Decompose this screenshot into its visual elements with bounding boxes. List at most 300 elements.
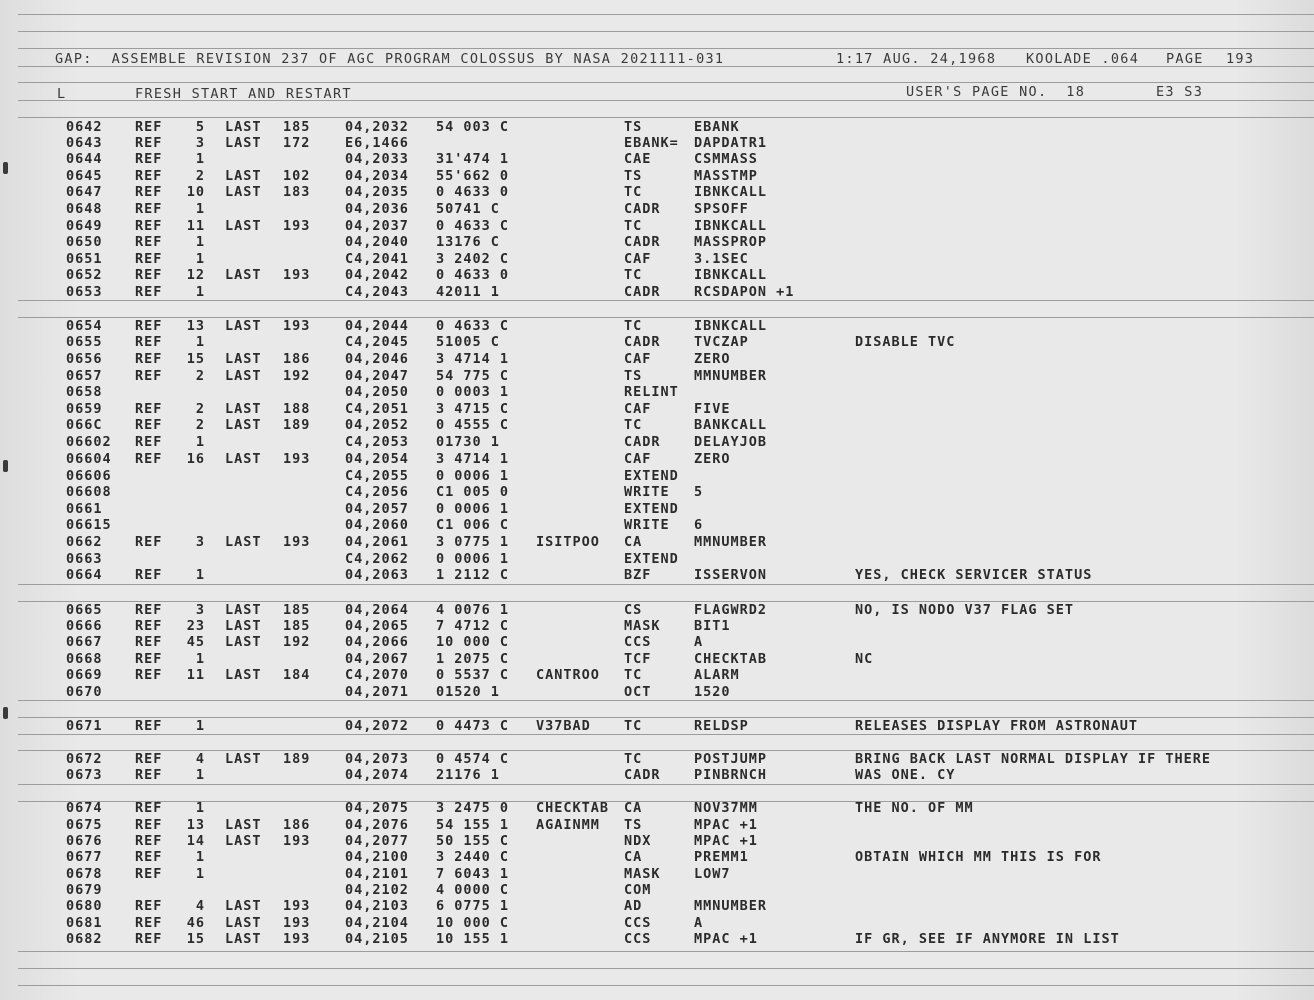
ruled-line (18, 31, 1314, 32)
listing-row (0, 667, 1314, 683)
opcode: EXTEND (624, 501, 679, 517)
octal-word: 0 4574 C (436, 751, 510, 767)
address: 04,2033 (345, 151, 409, 167)
last-page: 188 (283, 401, 311, 417)
last-marker: LAST (225, 119, 262, 135)
last-page: 186 (283, 351, 311, 367)
opcode: CAF (624, 251, 652, 267)
last-marker: LAST (225, 218, 262, 234)
octal-word: 0 4633 0 (436, 267, 510, 283)
octal-word: 0 0006 1 (436, 501, 510, 517)
ruled-line (18, 82, 1314, 83)
opcode: EBANK= (624, 135, 679, 151)
last-page: 193 (283, 218, 311, 234)
operand: DELAYJOB (694, 434, 768, 450)
octal-word: 50 155 C (436, 833, 510, 849)
operand: BANKCALL (694, 417, 768, 433)
octal-word: 10 155 1 (436, 931, 510, 947)
octal-word: 4 0000 C (436, 882, 510, 898)
ref-count: 15 (186, 931, 205, 947)
listing-row (0, 866, 1314, 882)
ruled-line (18, 300, 1314, 301)
octal-word: 0 4633 C (436, 318, 510, 334)
octal-word: 0 4555 C (436, 417, 510, 433)
operand: SPSOFF (694, 201, 749, 217)
listing-row (0, 751, 1314, 767)
address: 04,2052 (345, 417, 409, 433)
address: 04,2064 (345, 602, 409, 618)
opcode: CAF (624, 451, 652, 467)
octal-word: 13176 C (436, 234, 500, 250)
ref-marker: REF (135, 351, 163, 367)
ref-marker: REF (135, 567, 163, 583)
last-marker: LAST (225, 751, 262, 767)
octal-word: 01730 1 (436, 434, 500, 450)
opcode: EXTEND (624, 551, 679, 567)
address: 04,2073 (345, 751, 409, 767)
opcode: CA (624, 534, 643, 550)
listing-row (0, 234, 1314, 250)
listing-row (0, 882, 1314, 898)
address: C4,2062 (345, 551, 409, 567)
line-number: 0647 (66, 184, 103, 200)
listing-row (0, 417, 1314, 433)
ref-marker: REF (135, 318, 163, 334)
listing-row (0, 551, 1314, 567)
last-marker: LAST (225, 634, 262, 650)
opcode: TC (624, 667, 643, 683)
last-page: 186 (283, 817, 311, 833)
line-number: 0643 (66, 135, 103, 151)
ref-count: 1 (195, 849, 205, 865)
octal-word: 3 0775 1 (436, 534, 510, 550)
last-page: 185 (283, 119, 311, 135)
ref-count: 1 (195, 201, 205, 217)
symbol-label: CHECKTAB (536, 800, 610, 816)
operand: IBNKCALL (694, 218, 768, 234)
opcode: RELINT (624, 384, 679, 400)
opcode: CADR (624, 434, 661, 450)
line-number: 0657 (66, 368, 103, 384)
listing-row (0, 119, 1314, 135)
ref-count: 3 (195, 135, 205, 151)
line-number: 0661 (66, 501, 103, 517)
line-number: 06604 (66, 451, 112, 467)
ref-marker: REF (135, 184, 163, 200)
operand: POSTJUMP (694, 751, 768, 767)
last-marker: LAST (225, 451, 262, 467)
comment: YES, CHECK SERVICER STATUS (855, 567, 1093, 583)
address: 04,2101 (345, 866, 409, 882)
ref-count: 1 (195, 800, 205, 816)
octal-word: 01520 1 (436, 684, 500, 700)
opcode: TC (624, 718, 643, 734)
listing-title: GAP: ASSEMBLE REVISION 237 OF AGC PROGRAM COLOSSUS BY NASA 2021111-031 (55, 51, 725, 67)
address: 04,2040 (345, 234, 409, 250)
ref-marker: REF (135, 667, 163, 683)
opcode: TC (624, 318, 643, 334)
line-number: 0675 (66, 817, 103, 833)
ref-count: 2 (195, 368, 205, 384)
ref-count: 1 (195, 718, 205, 734)
address: 04,2047 (345, 368, 409, 384)
line-number: 0665 (66, 602, 103, 618)
comment: NC (855, 651, 874, 667)
bank-indicator: E3 S3 (1156, 84, 1204, 100)
address: 04,2100 (345, 849, 409, 865)
ref-marker: REF (135, 434, 163, 450)
ruled-line (18, 48, 1314, 49)
line-number: 0655 (66, 334, 103, 350)
last-page: 193 (283, 898, 311, 914)
operand: RELDSP (694, 718, 749, 734)
address: 04,2050 (345, 384, 409, 400)
line-number: 0669 (66, 667, 103, 683)
operand: IBNKCALL (694, 267, 768, 283)
octal-word: 3 4715 C (436, 401, 510, 417)
ref-count: 13 (186, 817, 205, 833)
listing-row (0, 351, 1314, 367)
last-page: 193 (283, 267, 311, 283)
ref-marker: REF (135, 618, 163, 634)
address: 04,2057 (345, 501, 409, 517)
assembly-timestamp: 1:17 AUG. 24,1968 (836, 51, 997, 67)
last-page: 193 (283, 451, 311, 467)
address: 04,2060 (345, 517, 409, 533)
opcode: CAE (624, 151, 652, 167)
ruled-line (18, 784, 1314, 785)
log-section-title: FRESH START AND RESTART (135, 86, 352, 102)
symbol-label: CANTROO (536, 667, 600, 683)
line-number: 0678 (66, 866, 103, 882)
listing-row (0, 468, 1314, 484)
operand: MMNUMBER (694, 368, 768, 384)
address: 04,2074 (345, 767, 409, 783)
ref-marker: REF (135, 767, 163, 783)
operand: MMNUMBER (694, 898, 768, 914)
line-number: 0662 (66, 534, 103, 550)
octal-word: 3 4714 1 (436, 451, 510, 467)
symbol-label: AGAINMM (536, 817, 600, 833)
ref-count: 2 (195, 401, 205, 417)
address: 04,2072 (345, 718, 409, 734)
ruled-line (18, 117, 1314, 118)
koolade-version: KOOLADE .064 (1026, 51, 1140, 67)
last-page: 192 (283, 368, 311, 384)
opcode: TC (624, 184, 643, 200)
line-number: 0672 (66, 751, 103, 767)
opcode: COM (624, 882, 652, 898)
line-number: 0653 (66, 284, 103, 300)
line-number: 0680 (66, 898, 103, 914)
operand: MMNUMBER (694, 534, 768, 550)
operand: CHECKTAB (694, 651, 768, 667)
ref-marker: REF (135, 866, 163, 882)
ref-marker: REF (135, 849, 163, 865)
octal-word: 50741 C (436, 201, 500, 217)
ref-marker: REF (135, 251, 163, 267)
comment: WAS ONE. CY (855, 767, 956, 783)
ref-marker: REF (135, 135, 163, 151)
address: 04,2102 (345, 882, 409, 898)
octal-word: C1 006 C (436, 517, 510, 533)
listing-row (0, 567, 1314, 583)
ref-marker: REF (135, 931, 163, 947)
address: 04,2105 (345, 931, 409, 947)
operand: PINBRNCH (694, 767, 768, 783)
ref-marker: REF (135, 602, 163, 618)
last-marker: LAST (225, 898, 262, 914)
last-marker: LAST (225, 417, 262, 433)
line-number: 0676 (66, 833, 103, 849)
line-number: 0650 (66, 234, 103, 250)
ref-count: 1 (195, 251, 205, 267)
ref-count: 5 (195, 119, 205, 135)
ref-marker: REF (135, 451, 163, 467)
ref-count: 11 (186, 667, 205, 683)
opcode: MASK (624, 866, 661, 882)
ref-count: 11 (186, 218, 205, 234)
opcode: WRITE (624, 484, 670, 500)
last-marker: LAST (225, 267, 262, 283)
address: 04,2071 (345, 684, 409, 700)
line-number: 06602 (66, 434, 112, 450)
listing-row (0, 451, 1314, 467)
opcode: NDX (624, 833, 652, 849)
opcode: CADR (624, 334, 661, 350)
listing-row (0, 135, 1314, 151)
listing-row (0, 218, 1314, 234)
last-marker: LAST (225, 184, 262, 200)
last-marker: LAST (225, 401, 262, 417)
ref-marker: REF (135, 817, 163, 833)
opcode: CCS (624, 931, 652, 947)
last-page: 192 (283, 634, 311, 650)
octal-word: 3 2402 C (436, 251, 510, 267)
octal-word: 0 5537 C (436, 667, 510, 683)
line-number: 0677 (66, 849, 103, 865)
users-page-number: USER'S PAGE NO. 18 (906, 84, 1086, 100)
listing-row (0, 184, 1314, 200)
symbol-label: V37BAD (536, 718, 591, 734)
ruled-line (18, 584, 1314, 585)
comment: OBTAIN WHICH MM THIS IS FOR (855, 849, 1102, 865)
operand: MASSPROP (694, 234, 768, 250)
address: 04,2061 (345, 534, 409, 550)
listing-row (0, 800, 1314, 816)
octal-word: 1 2112 C (436, 567, 510, 583)
ref-count: 23 (186, 618, 205, 634)
operand: FLAGWRD2 (694, 602, 768, 618)
opcode: TS (624, 817, 643, 833)
ref-marker: REF (135, 833, 163, 849)
opcode: CS (624, 602, 643, 618)
listing-row (0, 898, 1314, 914)
listing-row (0, 318, 1314, 334)
comment: RELEASES DISPLAY FROM ASTRONAUT (855, 718, 1138, 734)
octal-word: 3 4714 1 (436, 351, 510, 367)
ref-count: 45 (186, 634, 205, 650)
line-number: 0645 (66, 168, 103, 184)
address: 04,2076 (345, 817, 409, 833)
last-page: 185 (283, 618, 311, 634)
address: 04,2036 (345, 201, 409, 217)
line-number: 06615 (66, 517, 112, 533)
octal-word: 21176 1 (436, 767, 500, 783)
octal-word: 0 0003 1 (436, 384, 510, 400)
ref-count: 12 (186, 267, 205, 283)
ruled-line (18, 734, 1314, 735)
ref-count: 2 (195, 168, 205, 184)
address: 04,2104 (345, 915, 409, 931)
opcode: TC (624, 751, 643, 767)
line-number: 0664 (66, 567, 103, 583)
last-page: 185 (283, 602, 311, 618)
ref-count: 3 (195, 534, 205, 550)
listing-row (0, 517, 1314, 533)
address: C4,2070 (345, 667, 409, 683)
ruled-line (18, 951, 1314, 952)
ref-count: 16 (186, 451, 205, 467)
ref-count: 4 (195, 751, 205, 767)
address: 04,2066 (345, 634, 409, 650)
operand: 6 (694, 517, 704, 533)
ref-marker: REF (135, 401, 163, 417)
octal-word: 4 0076 1 (436, 602, 510, 618)
ruled-line (18, 700, 1314, 701)
address: 04,2037 (345, 218, 409, 234)
octal-word: 6 0775 1 (436, 898, 510, 914)
ref-marker: REF (135, 284, 163, 300)
operand: ZERO (694, 451, 731, 467)
opcode: CCS (624, 915, 652, 931)
octal-word: 31'474 1 (436, 151, 510, 167)
listing-row (0, 833, 1314, 849)
octal-word: 42011 1 (436, 284, 500, 300)
operand: IBNKCALL (694, 184, 768, 200)
last-marker: LAST (225, 534, 262, 550)
address: C4,2043 (345, 284, 409, 300)
line-number: 0671 (66, 718, 103, 734)
listing-row (0, 168, 1314, 184)
octal-word: 51005 C (436, 334, 500, 350)
operand: FIVE (694, 401, 731, 417)
opcode: CAF (624, 401, 652, 417)
address: 04,2032 (345, 119, 409, 135)
operand: RCSDAPON +1 (694, 284, 795, 300)
opcode: BZF (624, 567, 652, 583)
ref-marker: REF (135, 151, 163, 167)
ref-marker: REF (135, 218, 163, 234)
address: 04,2054 (345, 451, 409, 467)
comment: DISABLE TVC (855, 334, 956, 350)
address: C4,2056 (345, 484, 409, 500)
operand: LOW7 (694, 866, 731, 882)
ref-marker: REF (135, 168, 163, 184)
octal-word: 0 4473 C (436, 718, 510, 734)
page-number: 193 (1226, 51, 1255, 67)
line-number: 0663 (66, 551, 103, 567)
opcode: CAF (624, 351, 652, 367)
line-number: 0642 (66, 119, 103, 135)
opcode: CADR (624, 234, 661, 250)
last-marker: LAST (225, 833, 262, 849)
octal-word: C1 005 0 (436, 484, 510, 500)
line-number: 0681 (66, 915, 103, 931)
ref-count: 1 (195, 651, 205, 667)
opcode: EXTEND (624, 468, 679, 484)
listing-row (0, 251, 1314, 267)
operand: DAPDATR1 (694, 135, 768, 151)
last-page: 102 (283, 168, 311, 184)
address: C4,2055 (345, 468, 409, 484)
address: 04,2035 (345, 184, 409, 200)
opcode: TCF (624, 651, 652, 667)
opcode: CADR (624, 767, 661, 783)
last-page: 193 (283, 833, 311, 849)
line-number: 0668 (66, 651, 103, 667)
ref-marker: REF (135, 234, 163, 250)
operand: A (694, 915, 704, 931)
address: 04,2065 (345, 618, 409, 634)
operand: ISSERVON (694, 567, 768, 583)
ref-count: 15 (186, 351, 205, 367)
octal-word: 54 775 C (436, 368, 510, 384)
opcode: CADR (624, 201, 661, 217)
listing-row (0, 501, 1314, 517)
listing-row (0, 401, 1314, 417)
operand: ZERO (694, 351, 731, 367)
ref-count: 13 (186, 318, 205, 334)
operand: TVCZAP (694, 334, 749, 350)
octal-word: 0 0006 1 (436, 551, 510, 567)
listing-row (0, 931, 1314, 947)
listing-row (0, 767, 1314, 783)
address: 04,2044 (345, 318, 409, 334)
ref-marker: REF (135, 334, 163, 350)
last-page: 189 (283, 751, 311, 767)
ref-marker: REF (135, 634, 163, 650)
operand: A (694, 634, 704, 650)
ref-marker: REF (135, 651, 163, 667)
octal-word: 0 4633 0 (436, 184, 510, 200)
opcode: TS (624, 368, 643, 384)
line-number: 0666 (66, 618, 103, 634)
last-marker: LAST (225, 915, 262, 931)
last-marker: LAST (225, 135, 262, 151)
listing-row (0, 151, 1314, 167)
line-number: 0673 (66, 767, 103, 783)
opcode: AD (624, 898, 643, 914)
address: 04,2046 (345, 351, 409, 367)
opcode: CADR (624, 284, 661, 300)
ref-marker: REF (135, 201, 163, 217)
last-marker: LAST (225, 318, 262, 334)
listing-row (0, 534, 1314, 550)
ruled-line (18, 14, 1314, 15)
address: 04,2042 (345, 267, 409, 283)
operand: MPAC +1 (694, 817, 758, 833)
last-marker: LAST (225, 351, 262, 367)
page-label: PAGE (1166, 51, 1204, 67)
line-number: 0667 (66, 634, 103, 650)
operand: IBNKCALL (694, 318, 768, 334)
opcode: CCS (624, 634, 652, 650)
operand: BIT1 (694, 618, 731, 634)
comment: BRING BACK LAST NORMAL DISPLAY IF THERE (855, 751, 1211, 767)
ruled-line (18, 985, 1314, 986)
ref-count: 1 (195, 434, 205, 450)
